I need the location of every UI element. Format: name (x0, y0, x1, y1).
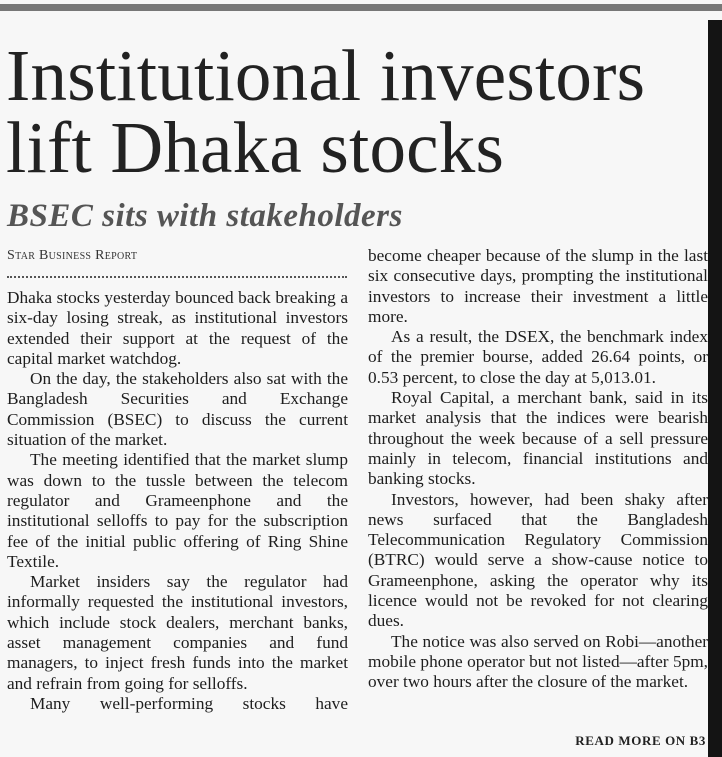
headline-line-2: lift Dhaka stocks (6, 107, 505, 188)
column-1 (7, 288, 348, 714)
byline: Star Business Report (7, 248, 138, 263)
paragraph: Many well-performing stocks have (30, 693, 348, 713)
paragraph: On the day, the stakeholders also sat with the Bangladesh Securities and Exchange Commission (BSEC) to discuss the current situation of the market. (7, 369, 348, 450)
paragraph: become cheaper because of the slump in the last six consecutive days, prompting the institutional investors to increase their investment a little more. (368, 246, 708, 326)
paragraph: Royal Capital, a merchant bank, said in its market analysis that the indices were bearish throughout the week because of a sell pressure mainly in telecom, financial institutions and banking stocks. (368, 388, 708, 489)
paragraph: The notice was also served on Robi—another mobile phone operator but not listed—after 5pm, over two hours after the closure of the market. (368, 631, 708, 692)
kicker: BSEC sits with stakeholders (7, 198, 403, 234)
top-rule (0, 4, 722, 11)
paragraph: As a result, the DSEX, the benchmark index of the premier bourse, added 26.64 points, or 0.53 percent, to close the day at 5,013.01. (368, 327, 708, 387)
headline (6, 35, 716, 188)
paragraph: Investors, however, had been shaky after news surfaced that the Bangladesh Telecommunication Regulatory Commission (BTRC) would serve a show-cause notice to Grameenphone, asking the operator why its licence would not be revoked for not clearing dues. (368, 489, 708, 631)
dotted-rule (7, 276, 347, 278)
paragraph: Market insiders say the regulator had informally requested the institutional investors, which include stock dealers, merchant banks, asset management companies and fund managers, to inject fresh funds into the market and refrain from going for selloffs. (7, 572, 348, 693)
paragraph: The meeting identified that the market slump was down to the tussle between the telecom regulator and Grameenphone and the institutional selloffs to pay for the subscription fee of the initial public offering of Ring Shine Textile. (7, 450, 348, 571)
headline-line-1: Institutional investors (6, 35, 646, 116)
paragraph: Dhaka stocks yesterday bounced back breaking a six-day losing streak, as institutional investors extended their support at the request of the capital market watchdog. (7, 288, 348, 368)
column-2 (368, 246, 708, 693)
read-more-link[interactable]: READ MORE ON B3 (575, 733, 706, 748)
